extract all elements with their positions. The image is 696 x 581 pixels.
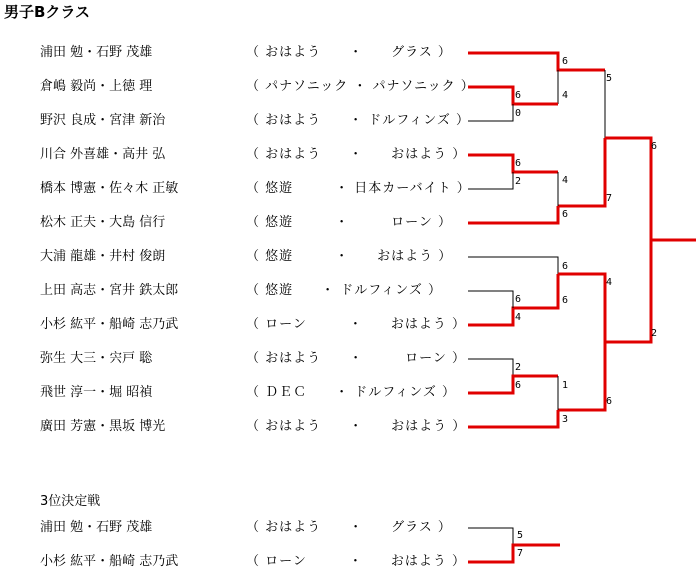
player-club: （ おはよう ・ おはよう ） — [246, 419, 467, 434]
player-club: （ ＤＥＣ ・ ドルフィンズ ） — [246, 385, 456, 400]
player-club: （ おはよう ・ グラス ） — [246, 45, 452, 60]
bracket-line — [468, 291, 513, 308]
player-names: 小杉 紘平・船崎 志乃武 — [40, 554, 179, 569]
page-title: 男子Bクラス — [4, 3, 90, 21]
player-club: （ ローン ・ おはよう ） — [246, 554, 467, 569]
bracket-line — [468, 528, 513, 545]
match-score: 6 — [562, 261, 569, 272]
match-score: 4 — [515, 312, 522, 323]
winner-line — [468, 376, 558, 393]
player-names: 廣田 芳憲・黒坂 博光 — [40, 419, 166, 434]
player-names: 野沢 良成・宮津 新治 — [40, 113, 166, 128]
player-names: 大浦 龍雄・井村 俊朗 — [40, 249, 166, 264]
match-score: 7 — [606, 193, 613, 204]
player-club: （ 悠遊 ・ 日本カーバイト ） — [246, 181, 471, 196]
match-score: 3 — [562, 414, 569, 425]
match-score: 2 — [651, 328, 658, 339]
player-club: （ パナソニック ・ パナソニック ） — [246, 79, 475, 94]
match-score: 4 — [562, 90, 569, 101]
match-score: 6 — [515, 380, 522, 391]
player-club: （ 悠遊 ・ おはよう ） — [246, 249, 453, 264]
match-score: 2 — [515, 362, 522, 373]
player-names: 川合 外喜雄・高井 弘 — [40, 147, 166, 162]
player-names: 小杉 紘平・船崎 志乃武 — [40, 317, 179, 332]
winner-line — [558, 274, 605, 342]
player-club: （ 悠遊 ・ ドルフィンズ ） — [246, 283, 442, 298]
match-score: 6 — [515, 294, 522, 305]
bracket-line — [468, 359, 513, 376]
match-score: 6 — [515, 90, 522, 101]
winner-line — [558, 342, 605, 410]
third-place-score: 5 — [517, 530, 524, 541]
player-names: 浦田 勉・石野 茂雄 — [40, 520, 153, 535]
player-names: 飛世 淳一・堀 昭禎 — [40, 385, 153, 400]
player-club: （ 悠遊 ・ ローン ） — [246, 215, 453, 230]
winner-line — [605, 240, 651, 342]
match-score: 4 — [606, 277, 613, 288]
player-club: （ おはよう ・ ローン ） — [246, 351, 467, 366]
match-score: 6 — [562, 56, 569, 67]
player-club: （ おはよう ・ ドルフィンズ ） — [246, 113, 470, 128]
match-score: 4 — [562, 175, 569, 186]
player-names: 倉嶋 毅尚・上徳 理 — [40, 79, 153, 94]
third-place-score: 7 — [517, 548, 524, 559]
match-score: 2 — [515, 176, 522, 187]
player-names: 上田 高志・宮井 鉄太郎 — [40, 283, 179, 298]
winner-line — [468, 53, 605, 70]
match-score: 6 — [515, 158, 522, 169]
winner-line — [468, 155, 558, 172]
winner-line — [558, 138, 605, 206]
match-score: 6 — [606, 396, 613, 407]
bracket-line — [468, 104, 513, 121]
match-score: 6 — [562, 295, 569, 306]
match-score: 0 — [515, 108, 522, 119]
player-names: 松木 正夫・大島 信行 — [40, 215, 166, 230]
match-score: 6 — [651, 141, 658, 152]
player-club: （ おはよう ・ グラス ） — [246, 520, 452, 535]
third-place-heading: 3位決定戦 — [40, 494, 101, 509]
player-names: 弥生 大三・宍戸 聡 — [40, 351, 153, 366]
winner-line — [468, 545, 560, 562]
player-names: 浦田 勉・石野 茂雄 — [40, 45, 153, 60]
winner-line — [468, 87, 558, 104]
match-score: 5 — [606, 73, 613, 84]
player-club: （ おはよう ・ おはよう ） — [246, 147, 467, 162]
bracket-line — [468, 257, 558, 274]
player-club: （ ローン ・ おはよう ） — [246, 317, 467, 332]
match-score: 6 — [562, 209, 569, 220]
match-score: 1 — [562, 380, 569, 391]
player-names: 橋本 博憲・佐々木 正敏 — [40, 181, 179, 196]
winner-line — [605, 138, 696, 240]
winner-line — [468, 206, 558, 223]
bracket-line — [468, 172, 513, 189]
winner-line — [468, 410, 558, 427]
